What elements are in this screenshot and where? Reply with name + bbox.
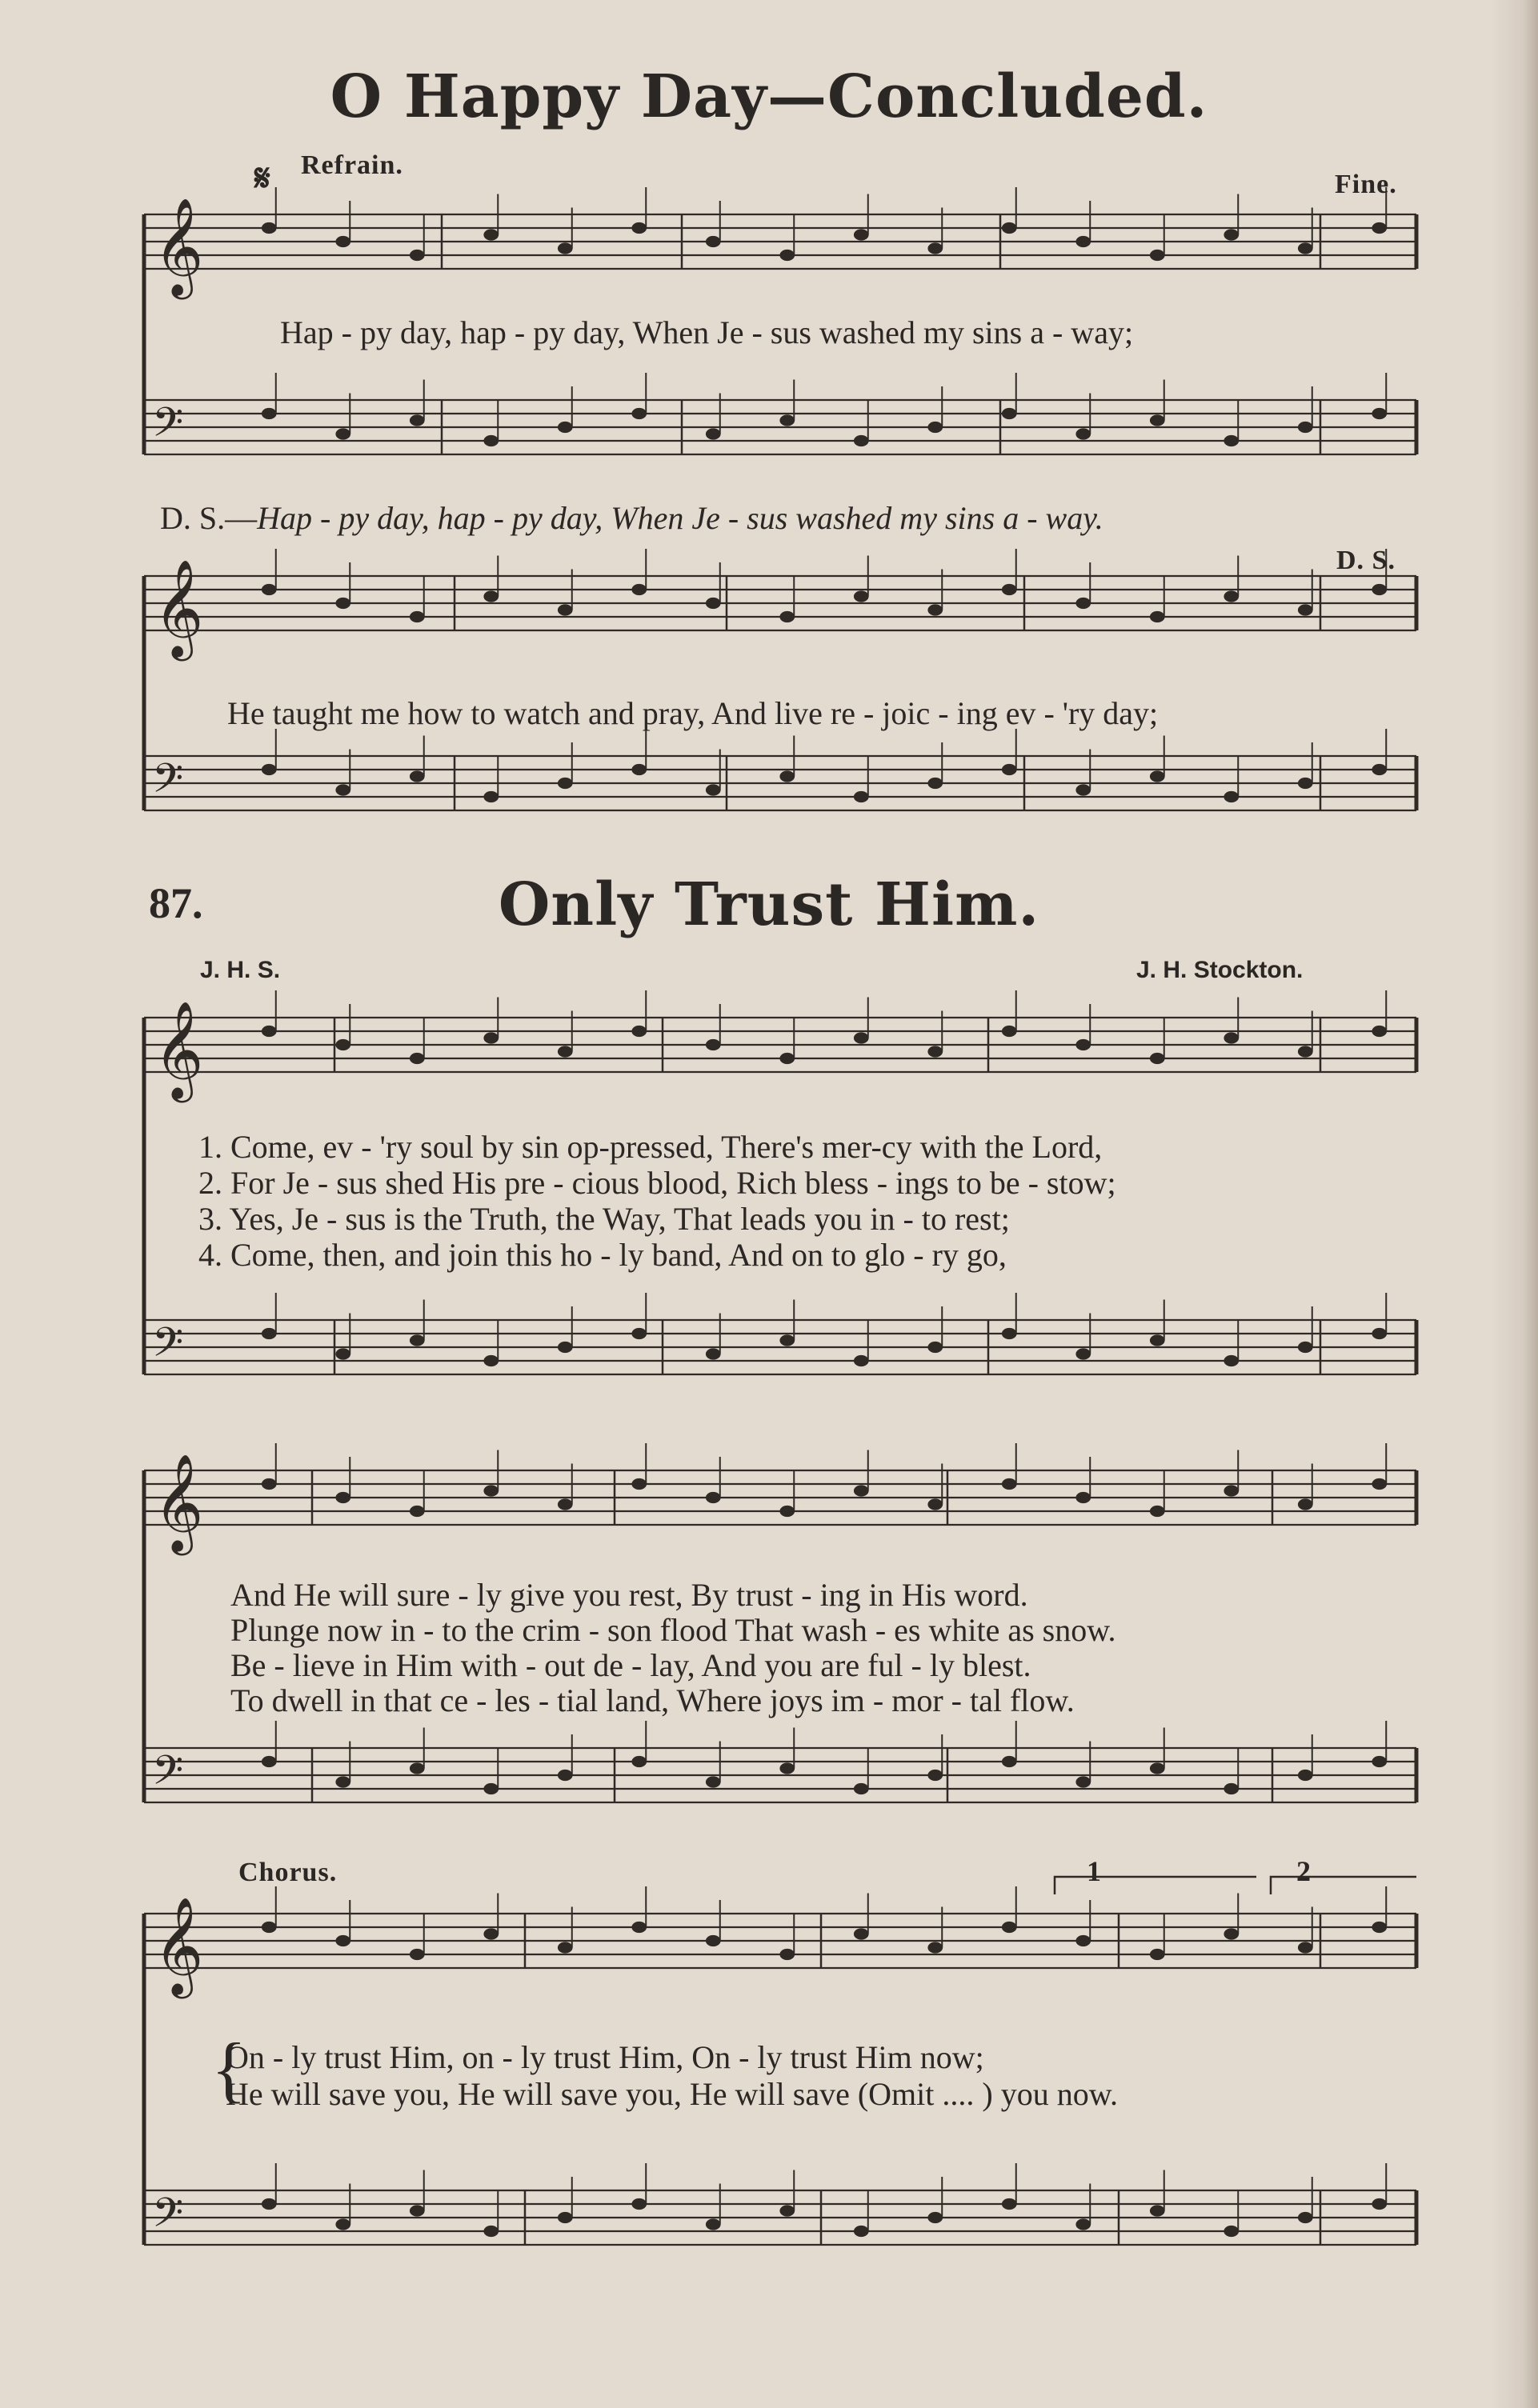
system-5-treble-note bbox=[262, 1922, 277, 1933]
system-5-bass-note bbox=[631, 2198, 647, 2210]
system-4-bass-note bbox=[1224, 1783, 1239, 1794]
system-1-bass-note bbox=[1224, 435, 1239, 446]
system-3-treble-note bbox=[1075, 1039, 1091, 1050]
chorus-line-1: On - ly trust Him, on - ly trust Him, On - ly trust Him now; bbox=[226, 2039, 984, 2075]
system-4-treble-note bbox=[335, 1492, 350, 1503]
ds-label: D. S. bbox=[1336, 546, 1396, 575]
system-1-treble-note bbox=[1002, 222, 1017, 234]
system-4-bass-clef-icon: 𝄢 bbox=[152, 1747, 184, 1804]
system-5-treble-note bbox=[1224, 1928, 1239, 1939]
system-4-treble-note bbox=[410, 1506, 425, 1517]
system-5-bass-note bbox=[1075, 2218, 1091, 2230]
verse-1-line-b: And He will sure - ly give you rest, By trust - ing in His word. bbox=[230, 1577, 1028, 1613]
system-5-treble-note bbox=[1002, 1922, 1017, 1933]
system-4-bass-note bbox=[854, 1783, 869, 1794]
system-1-treble-note bbox=[335, 236, 350, 247]
first-ending-label: 1 bbox=[1087, 1855, 1101, 1887]
system-2-treble-note bbox=[1150, 611, 1165, 622]
system-4-treble-note bbox=[483, 1485, 499, 1496]
system-2-treble-note bbox=[1224, 590, 1239, 602]
page-title: O Happy Day—Concluded. bbox=[330, 62, 1208, 131]
chorus-line-2: He will save you, He will save you, He will save (Omit .... ) you now. bbox=[226, 2076, 1118, 2112]
system-3-treble-note bbox=[1002, 1026, 1017, 1037]
system-5-treble-note bbox=[706, 1935, 721, 1946]
system-1-treble-note bbox=[410, 250, 425, 261]
system-2-treble-note bbox=[854, 590, 869, 602]
system-5-treble-note bbox=[1075, 1935, 1091, 1946]
system-1-bass-note bbox=[854, 435, 869, 446]
system-5-bass-note bbox=[410, 2205, 425, 2216]
system-3-bass-note bbox=[1002, 1328, 1017, 1339]
system-1-treble-note bbox=[262, 222, 277, 234]
system-1-bass-note bbox=[558, 422, 573, 433]
system-4-bass-note bbox=[1298, 1770, 1313, 1781]
system-3-bass-note bbox=[779, 1334, 795, 1346]
verse-1-line-a: 1. Come, ev - 'ry soul by sin op-pressed, There's mer-cy with the Lord, bbox=[198, 1129, 1103, 1165]
system-1-bass-note bbox=[1075, 428, 1091, 439]
system-2-bass-note bbox=[854, 791, 869, 802]
system-1-bass-note bbox=[779, 414, 795, 426]
system-4-treble-note bbox=[1372, 1478, 1387, 1490]
system-3-bass-note bbox=[927, 1342, 943, 1353]
system-3-treble-note bbox=[1298, 1046, 1313, 1057]
system-5-treble-note bbox=[410, 1949, 425, 1960]
system-1-treble-note bbox=[483, 229, 499, 240]
system-1-bass-note bbox=[1150, 414, 1165, 426]
system-4-treble-note bbox=[927, 1498, 943, 1510]
system-5-treble-note bbox=[483, 1928, 499, 1939]
system-4-treble-note bbox=[1150, 1506, 1165, 1517]
system-5-treble-note bbox=[1298, 1942, 1313, 1953]
system-3-treble-note bbox=[854, 1032, 869, 1043]
system-5-bass-note bbox=[927, 2212, 943, 2223]
system-3-treble-note bbox=[706, 1039, 721, 1050]
ds-prefix: D. S.— bbox=[160, 500, 258, 536]
system-4-treble-note bbox=[631, 1478, 647, 1490]
system-3-bass-clef-icon: 𝄢 bbox=[152, 1319, 184, 1376]
system-2-bass-clef-icon: 𝄢 bbox=[152, 755, 184, 812]
system-5-treble-note bbox=[1372, 1922, 1387, 1933]
system-4-bass-note bbox=[410, 1762, 425, 1774]
system-3-bass-note bbox=[1372, 1328, 1387, 1339]
system-5-treble-note bbox=[854, 1928, 869, 1939]
system-2-bass-note bbox=[1150, 770, 1165, 782]
system-1-treble-note bbox=[927, 242, 943, 254]
system-2-bass-note bbox=[1075, 784, 1091, 795]
chorus-brace: { bbox=[211, 2028, 247, 2110]
system-4-bass-note bbox=[262, 1756, 277, 1767]
system-3-bass-note bbox=[854, 1355, 869, 1366]
system-2-bass-note bbox=[262, 764, 277, 775]
system-3-bass-note bbox=[335, 1348, 350, 1359]
system-5-bass-note bbox=[483, 2226, 499, 2237]
system-3-bass-note bbox=[483, 1355, 499, 1366]
system-2-treble-note bbox=[631, 584, 647, 595]
system-3-treble-note bbox=[262, 1026, 277, 1037]
refrain-lyric-line: Hap - py day, hap - py day, When Je - sus washed my sins a - way; bbox=[280, 314, 1134, 350]
system-1-treble-note bbox=[1075, 236, 1091, 247]
system-1-treble-note bbox=[1224, 229, 1239, 240]
words-credit: J. H. S. bbox=[200, 957, 281, 983]
ds-lyric-text: Hap - py day, hap - py day, When Je - sus washed my sins a - way. bbox=[257, 500, 1103, 536]
system-2-treble-note bbox=[1372, 584, 1387, 595]
system-2-bass-note bbox=[706, 784, 721, 795]
system-1-bass-note bbox=[483, 435, 499, 446]
system-3-bass-note bbox=[706, 1348, 721, 1359]
chorus-label: Chorus. bbox=[238, 1858, 338, 1887]
system-4-bass-note bbox=[1075, 1776, 1091, 1787]
system-1-treble-note bbox=[854, 229, 869, 240]
system-5-treble-clef-icon: 𝄞 bbox=[154, 1896, 204, 1994]
system-3-treble-note bbox=[1372, 1026, 1387, 1037]
system-4-bass-note bbox=[631, 1756, 647, 1767]
system-1-bass-note bbox=[410, 414, 425, 426]
system-2-bass-note bbox=[1372, 764, 1387, 775]
system-3-bass-note bbox=[1150, 1334, 1165, 1346]
system-1-bass-note bbox=[1298, 422, 1313, 433]
system-2-bass-note bbox=[927, 778, 943, 789]
verse-4-line-a: 4. Come, then, and join this ho - ly band, And on to glo - ry go, bbox=[198, 1237, 1007, 1273]
system-4-treble-note bbox=[1298, 1498, 1313, 1510]
verse-3-line-b: Be - lieve in Him with - out de - lay, And you are ful - ly blest. bbox=[230, 1647, 1031, 1683]
system-4-treble-note bbox=[262, 1478, 277, 1490]
system-2-bass-note bbox=[558, 778, 573, 789]
system-3-treble-note bbox=[558, 1046, 573, 1057]
system-2-treble-clef-icon: 𝄞 bbox=[154, 558, 204, 657]
system-2-bass-note bbox=[335, 784, 350, 795]
system-5-treble-note bbox=[335, 1935, 350, 1946]
verse-2-line-a: 2. For Je - sus shed His pre - cious blood, Rich bless - ings to be - stow; bbox=[198, 1165, 1116, 1201]
system-3-bass-note bbox=[631, 1328, 647, 1339]
system-5-treble-note bbox=[631, 1922, 647, 1933]
system-5-bass-note bbox=[1150, 2205, 1165, 2216]
system-3-treble-note bbox=[927, 1046, 943, 1057]
system-4-treble-note bbox=[1224, 1485, 1239, 1496]
system-5-bass-note bbox=[1224, 2226, 1239, 2237]
system-5-bass-note bbox=[262, 2198, 277, 2210]
system-2-treble-note bbox=[1002, 584, 1017, 595]
system-3-bass-note bbox=[1075, 1348, 1091, 1359]
system-1-treble-clef-icon: 𝄞 bbox=[154, 197, 204, 295]
system-4-treble-note bbox=[854, 1485, 869, 1496]
system-1-bass-note bbox=[706, 428, 721, 439]
system-2-bass-note bbox=[1002, 764, 1017, 775]
system-2-treble-note bbox=[483, 590, 499, 602]
system-4-bass-note bbox=[1002, 1756, 1017, 1767]
system-5-bass-note bbox=[335, 2218, 350, 2230]
system-3-treble-note bbox=[1150, 1053, 1165, 1064]
segno-icon: 𝄋 bbox=[254, 158, 270, 198]
system-4-treble-note bbox=[558, 1498, 573, 1510]
system-2-treble-note bbox=[706, 598, 721, 609]
system-1-bass-note bbox=[927, 422, 943, 433]
system-5-treble-note bbox=[779, 1949, 795, 1960]
system-2-bass-note bbox=[1224, 791, 1239, 802]
system-2-bass-note bbox=[483, 791, 499, 802]
system-5-bass-note bbox=[558, 2212, 573, 2223]
verse-4-line-b: To dwell in that ce - les - tial land, Where joys im - mor - tal flow. bbox=[230, 1682, 1075, 1718]
system-3-bass-note bbox=[410, 1334, 425, 1346]
system-2-treble-note bbox=[927, 604, 943, 615]
hymn-number: 87. bbox=[149, 879, 203, 927]
second-ending-bracket bbox=[1271, 1877, 1416, 1894]
verse-2-line-b: Plunge now in - to the crim - son flood That wash - es white as snow. bbox=[230, 1612, 1116, 1648]
system-4-bass-note bbox=[1372, 1756, 1387, 1767]
system-1-treble-note bbox=[631, 222, 647, 234]
system-1-bass-note bbox=[1002, 408, 1017, 419]
system-3-bass-note bbox=[558, 1342, 573, 1353]
system-4-treble-note bbox=[706, 1492, 721, 1503]
system-4-bass-note bbox=[1150, 1762, 1165, 1774]
system-4-treble-note bbox=[1075, 1492, 1091, 1503]
system-1-treble-note bbox=[706, 236, 721, 247]
system-5-treble-note bbox=[1150, 1949, 1165, 1960]
music-credit: J. H. Stockton. bbox=[1136, 957, 1304, 983]
system-3-bass-note bbox=[1224, 1355, 1239, 1366]
system-5-bass-clef-icon: 𝄢 bbox=[152, 2190, 184, 2246]
system-1-bass-note bbox=[335, 428, 350, 439]
system-2-bass-note bbox=[631, 764, 647, 775]
system-4-bass-note bbox=[558, 1770, 573, 1781]
system-3-bass-note bbox=[262, 1328, 277, 1339]
system-1-bass-clef-icon: 𝄢 bbox=[152, 399, 184, 456]
system-1-bass-note bbox=[1372, 408, 1387, 419]
refrain-label: Refrain. bbox=[301, 150, 403, 180]
verse-lyric-line: He taught me how to watch and pray, And live re - joic - ing ev - 'ry day; bbox=[227, 695, 1159, 731]
system-1-bass-note bbox=[262, 408, 277, 419]
system-3-bass-note bbox=[1298, 1342, 1313, 1353]
system-5-bass-note bbox=[706, 2218, 721, 2230]
system-2-treble-note bbox=[779, 611, 795, 622]
system-4-bass-note bbox=[335, 1776, 350, 1787]
system-2-treble-note bbox=[1075, 598, 1091, 609]
second-ending-label: 2 bbox=[1296, 1855, 1311, 1887]
system-5-bass-note bbox=[1298, 2212, 1313, 2223]
system-3-treble-note bbox=[335, 1039, 350, 1050]
system-4-bass-note bbox=[706, 1776, 721, 1787]
system-4-bass-note bbox=[927, 1770, 943, 1781]
system-4-bass-note bbox=[483, 1783, 499, 1794]
system-3-treble-note bbox=[1224, 1032, 1239, 1043]
system-1-treble-note bbox=[1150, 250, 1165, 261]
system-1-treble-note bbox=[558, 242, 573, 254]
fine-label: Fine. bbox=[1335, 170, 1397, 199]
verse-3-line-a: 3. Yes, Je - sus is the Truth, the Way, That leads you in - to rest; bbox=[198, 1201, 1010, 1237]
system-3-treble-note bbox=[631, 1026, 647, 1037]
system-2-treble-note bbox=[410, 611, 425, 622]
system-4-treble-clef-icon: 𝄞 bbox=[154, 1453, 204, 1551]
system-2-treble-note bbox=[558, 604, 573, 615]
system-5-treble-note bbox=[927, 1942, 943, 1953]
system-1-treble-note bbox=[1298, 242, 1313, 254]
system-4-treble-note bbox=[779, 1506, 795, 1517]
system-3-treble-note bbox=[410, 1053, 425, 1064]
system-5-treble-note bbox=[558, 1942, 573, 1953]
system-1-treble-note bbox=[1372, 222, 1387, 234]
hymn-title: Only Trust Him. bbox=[498, 870, 1040, 939]
system-1-bass-note bbox=[631, 408, 647, 419]
system-2-bass-note bbox=[779, 770, 795, 782]
system-5-bass-note bbox=[854, 2226, 869, 2237]
system-2-bass-note bbox=[1298, 778, 1313, 789]
system-2-bass-note bbox=[410, 770, 425, 782]
first-ending-bracket bbox=[1055, 1877, 1256, 1894]
system-3-treble-clef-icon: 𝄞 bbox=[154, 1000, 204, 1098]
system-3-treble-note bbox=[483, 1032, 499, 1043]
system-3-treble-note bbox=[779, 1053, 795, 1064]
system-2-treble-note bbox=[335, 598, 350, 609]
system-5-bass-note bbox=[1002, 2198, 1017, 2210]
system-2-treble-note bbox=[262, 584, 277, 595]
system-4-bass-note bbox=[779, 1762, 795, 1774]
system-5-bass-note bbox=[779, 2205, 795, 2216]
system-1-treble-note bbox=[779, 250, 795, 261]
system-2-treble-note bbox=[1298, 604, 1313, 615]
system-5-bass-note bbox=[1372, 2198, 1387, 2210]
system-4-treble-note bbox=[1002, 1478, 1017, 1490]
